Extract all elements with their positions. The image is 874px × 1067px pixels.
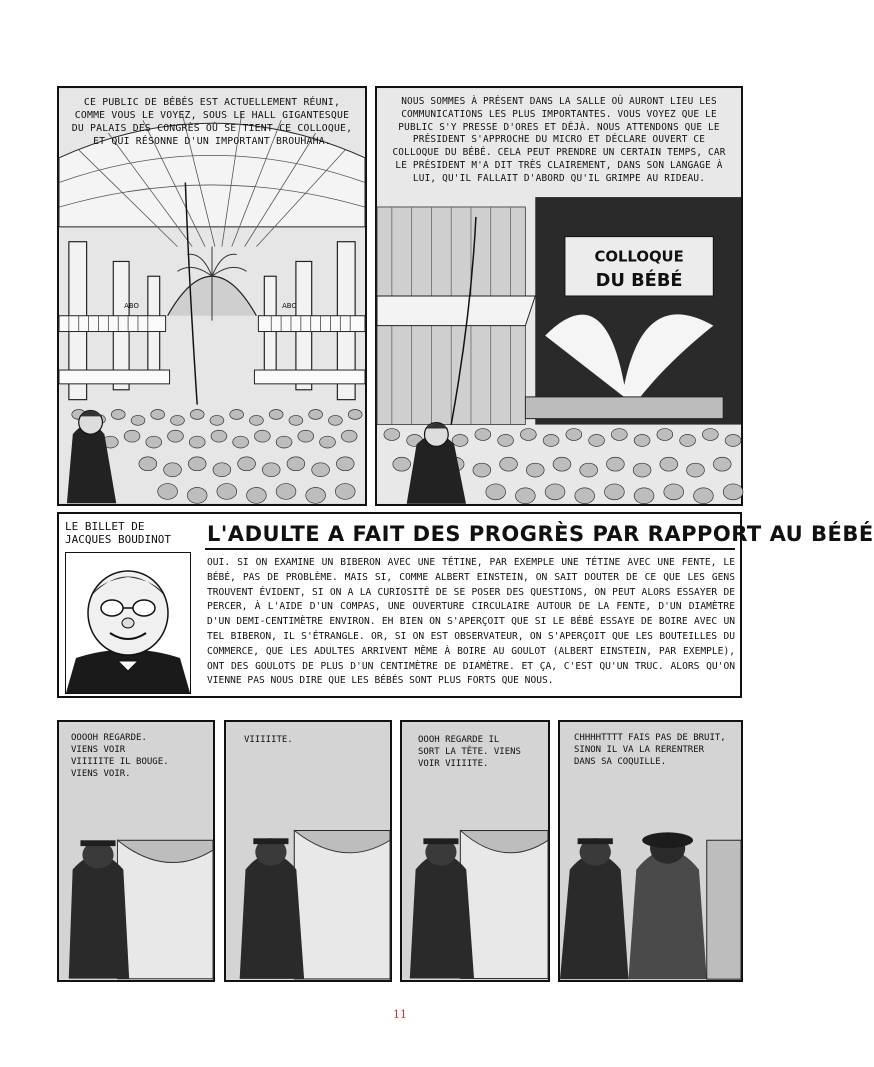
panel-window-4 bbox=[558, 720, 743, 982]
panel3-speech-bubble: OOOOH REGARDE. VIENS VOIR VIIIIITE IL BOUGE. VIENS VOIR. bbox=[71, 733, 169, 779]
billet-title-underline bbox=[205, 548, 735, 550]
billet-body-text: OUI. SI ON EXAMINE UN BIBERON AVEC UNE TÉTINE, PAR EXEMPLE UNE TÉTINE AVEC UNE FENTE, LE BÉBÉ, PAS DE PROBLÈME. MAIS SI, COMME ALBERT EINSTEIN, ON SAIT DOUTER DE CE QUE LES GENS TROUVENT ÉVIDENT, SI ON A LA CURIOSITÉ DE SE POSER DES QUESTIONS, ON PEUT ALORS ESSAYER DE PERCER, À L'AIDE D'UN COMPAS, UNE OUVERTURE CIRCULAIRE AUTOUR DE LA FENTE, D'UN DIAMÈTRE D'UN DEMI-CENTIMÈTRE ENVIRON. EH BIEN ON S'APERÇOIT QUE SI LE BÉBÉ ESSAYE DE BOIRE AVEC UN TEL BIBERON, IL S'ÉTRANGLE. OR, SI ON EST OBSERVATEUR, ON S'APERÇOIT QUE LES BOUTEILLES DU COMMERCE, QUE LES ADULTES ARRIVENT MÊME À BOIRE AU GOULOT (ALBERT EINSTEIN, PAR EXEMPLE), ONT DES GOULOTS DE PLUS D'UN CENTIMÈTRE DE DIAMÈTRE. ET ÇA, C'EST QU'UN TRUC. ALORS QU'ON VIENNE PAS NOUS DIRE QUE LES BÉBÉS SONT PLUS FORTS QUE NOUS. bbox=[207, 557, 735, 687]
page-number: 11 bbox=[393, 1008, 407, 1021]
panel-window-3 bbox=[400, 720, 550, 982]
panel-window-2 bbox=[224, 720, 392, 982]
billet-box bbox=[57, 512, 874, 698]
panel2-caption: NOUS SOMMES À PRÉSENT DANS LA SALLE OÙ AURONT LIEU LES COMMUNICATIONS LES PLUS IMPORTANTES. VOUS VOYEZ QUE LE PUBLIC S'Y PRESSE D'ORES ET DÉJÀ. NOUS ATTENDONS QUE LE PRÉSIDENT S'APPROCHE DU MICRO ET DÉCLARE OUVERT CE COLLOQUE DU BÉBÉ. CELA PEUT PRENDRE UN CERTAIN TEMPS, CAR LE PRÉSIDENT M'A DIT TRÈS CLAIREMENT, DANS SON LANGAGE À LUI, QU'IL FALLAIT D'ABORD QU'IL GRIMPE AU RIDEAU. bbox=[392, 96, 726, 184]
panel4-speech-bubble: VIIIIITE. bbox=[244, 735, 293, 745]
panel-window-1 bbox=[57, 720, 215, 982]
panel-stage bbox=[375, 86, 743, 506]
panel6-speech-bubble: CHHHHTTTT FAIS PAS DE BRUIT, SINON IL VA LA RERENTRER DANS SA COQUILLE. bbox=[574, 733, 726, 767]
hall-sign-right: ABO bbox=[282, 301, 297, 310]
banner-line2: DU BÉBÉ bbox=[595, 270, 683, 292]
panel5-speech-bubble: OOOH REGARDE IL SORT LA TÊTE. VIENS VOIR VIIIITE. bbox=[418, 735, 521, 769]
billet-title: L'ADULTE A FAIT DES PROGRÈS PAR RAPPORT AU BÉBÉ bbox=[207, 522, 874, 546]
window-scene-2 bbox=[226, 722, 390, 980]
banner-line1: COLLOQUE bbox=[594, 248, 684, 266]
panel1-caption: CE PUBLIC DE BÉBÉS EST ACTUELLEMENT RÉUNI, COMME VOUS LE VOYEZ, SOUS LE HALL GIGANTESQUE DU PALAIS DES CONGRÈS OÙ SE TIENT CE COLLOQUE, ET QUI RÉSONNE D'UN IMPORTANT BROUHAHA. bbox=[71, 97, 353, 147]
portrait-jacques-boudinot bbox=[65, 552, 191, 694]
billet-label: LE BILLET DE JACQUES BOUDINOT bbox=[65, 520, 171, 546]
hall-sign-left: ABO bbox=[124, 301, 139, 310]
portrait-illustration bbox=[66, 553, 190, 693]
panel-hall bbox=[57, 86, 367, 506]
